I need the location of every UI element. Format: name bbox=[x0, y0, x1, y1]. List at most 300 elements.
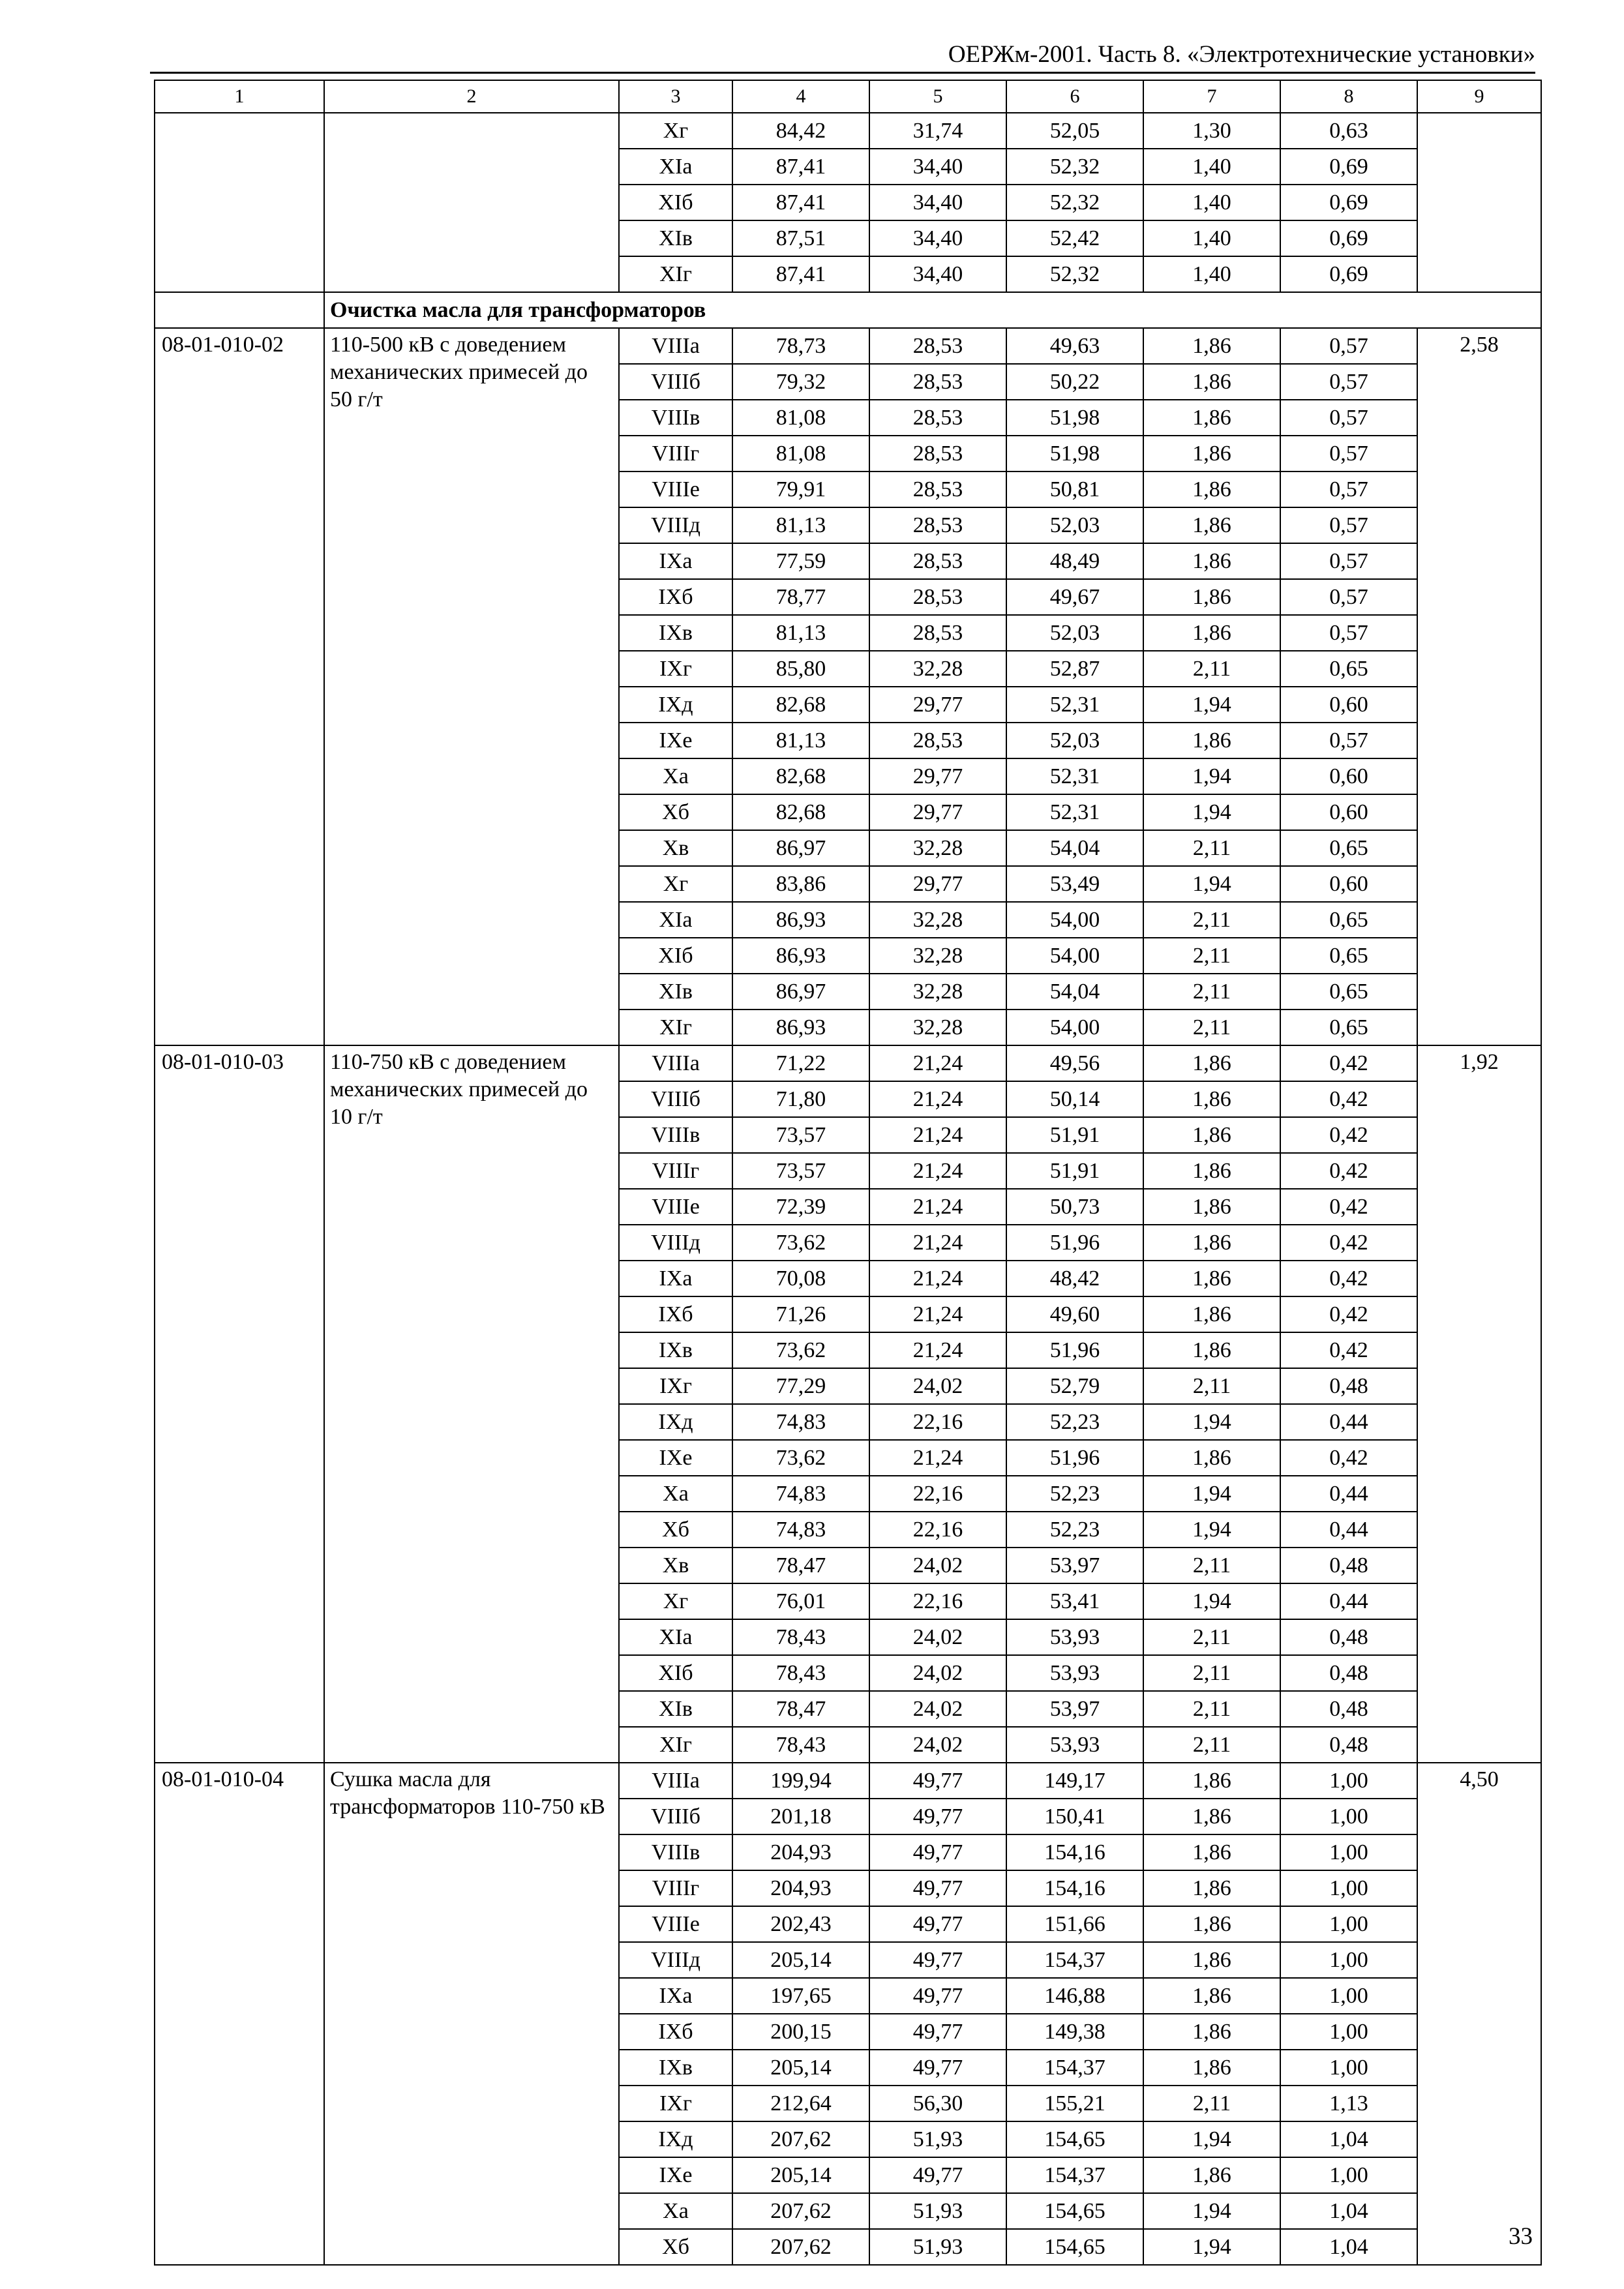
labor-cell: 1,86 bbox=[1143, 1906, 1280, 1942]
machines-cell: 149,17 bbox=[1006, 1763, 1143, 1799]
wages-cell: 24,02 bbox=[869, 1548, 1006, 1583]
class-cell: IXб bbox=[619, 2014, 732, 2050]
wages-cell: 28,53 bbox=[869, 543, 1006, 579]
machinist-labor-cell: 0,42 bbox=[1280, 1296, 1417, 1332]
wages-cell: 21,24 bbox=[869, 1153, 1006, 1189]
description-cell: 110-500 кВ с доведением механических примесей до 50 г/т bbox=[324, 328, 619, 1045]
class-cell: Xб bbox=[619, 794, 732, 830]
machinist-labor-cell: 0,60 bbox=[1280, 758, 1417, 794]
section-title: Очистка масла для трансформаторов bbox=[324, 292, 1541, 328]
class-cell: VIIIд bbox=[619, 1225, 732, 1261]
machinist-labor-cell: 0,65 bbox=[1280, 651, 1417, 687]
cost-total-cell: 83,86 bbox=[732, 866, 869, 902]
machinist-labor-cell: 1,04 bbox=[1280, 2121, 1417, 2157]
wages-cell: 49,77 bbox=[869, 2157, 1006, 2193]
wages-cell: 51,93 bbox=[869, 2229, 1006, 2265]
wages-cell: 21,24 bbox=[869, 1081, 1006, 1117]
cost-total-cell: 86,93 bbox=[732, 1010, 869, 1045]
class-cell: Xб bbox=[619, 2229, 732, 2265]
code-cell: 08-01-010-03 bbox=[155, 1045, 324, 1763]
class-cell: XIа bbox=[619, 902, 732, 938]
machinist-labor-cell: 0,48 bbox=[1280, 1655, 1417, 1691]
machinist-labor-cell: 0,69 bbox=[1280, 220, 1417, 256]
machinist-labor-cell: 0,63 bbox=[1280, 113, 1417, 149]
machinist-labor-cell: 0,65 bbox=[1280, 938, 1417, 974]
machines-cell: 154,37 bbox=[1006, 2157, 1143, 2193]
machinist-labor-cell: 0,42 bbox=[1280, 1045, 1417, 1081]
wages-cell: 28,53 bbox=[869, 723, 1006, 758]
cost-total-cell: 197,65 bbox=[732, 1978, 869, 2014]
class-cell: XIб bbox=[619, 185, 732, 220]
labor-cell: 1,86 bbox=[1143, 507, 1280, 543]
labor-cell: 2,11 bbox=[1143, 2086, 1280, 2121]
machinist-labor-cell: 0,42 bbox=[1280, 1189, 1417, 1225]
class-cell: XIа bbox=[619, 149, 732, 185]
wages-cell: 21,24 bbox=[869, 1225, 1006, 1261]
labor-cell: 1,86 bbox=[1143, 1870, 1280, 1906]
wages-cell: 22,16 bbox=[869, 1476, 1006, 1512]
machines-cell: 48,49 bbox=[1006, 543, 1143, 579]
machinist-labor-cell: 0,65 bbox=[1280, 1010, 1417, 1045]
machines-cell: 51,98 bbox=[1006, 436, 1143, 471]
wages-cell: 34,40 bbox=[869, 256, 1006, 292]
wages-cell: 21,24 bbox=[869, 1332, 1006, 1368]
class-cell: XIв bbox=[619, 220, 732, 256]
machinist-labor-cell: 1,00 bbox=[1280, 1834, 1417, 1870]
class-cell: VIIIе bbox=[619, 471, 732, 507]
cost-total-cell: 78,47 bbox=[732, 1691, 869, 1727]
labor-cell: 1,86 bbox=[1143, 471, 1280, 507]
machinist-labor-cell: 0,48 bbox=[1280, 1691, 1417, 1727]
cost-total-cell: 73,62 bbox=[732, 1225, 869, 1261]
class-cell: VIIIг bbox=[619, 1153, 732, 1189]
wages-cell: 22,16 bbox=[869, 1583, 1006, 1619]
class-cell: VIIIа bbox=[619, 1763, 732, 1799]
page-header bbox=[150, 38, 1535, 74]
class-cell: VIIIд bbox=[619, 1942, 732, 1978]
class-cell: IXб bbox=[619, 1296, 732, 1332]
labor-cell: 1,94 bbox=[1143, 1476, 1280, 1512]
class-cell: Xа bbox=[619, 1476, 732, 1512]
wages-cell: 32,28 bbox=[869, 902, 1006, 938]
description-cell bbox=[324, 113, 619, 292]
machinist-labor-cell: 0,57 bbox=[1280, 723, 1417, 758]
machinist-labor-cell: 1,00 bbox=[1280, 1942, 1417, 1978]
machinist-labor-cell: 0,57 bbox=[1280, 507, 1417, 543]
wages-cell: 32,28 bbox=[869, 938, 1006, 974]
machines-cell: 52,32 bbox=[1006, 185, 1143, 220]
machinist-labor-cell: 0,57 bbox=[1280, 543, 1417, 579]
machinist-labor-cell: 0,57 bbox=[1280, 364, 1417, 400]
column-number: 9 bbox=[1417, 80, 1541, 113]
wages-cell: 29,77 bbox=[869, 687, 1006, 723]
machinist-labor-cell: 0,65 bbox=[1280, 974, 1417, 1010]
cost-total-cell: 207,62 bbox=[732, 2193, 869, 2229]
class-cell: IXг bbox=[619, 2086, 732, 2121]
labor-cell: 2,11 bbox=[1143, 974, 1280, 1010]
machinist-labor-cell: 1,04 bbox=[1280, 2229, 1417, 2265]
machines-cell: 50,81 bbox=[1006, 471, 1143, 507]
machinist-labor-cell: 1,00 bbox=[1280, 2157, 1417, 2193]
machines-cell: 53,97 bbox=[1006, 1548, 1143, 1583]
wages-cell: 24,02 bbox=[869, 1655, 1006, 1691]
machines-cell: 50,73 bbox=[1006, 1189, 1143, 1225]
class-cell: IXв bbox=[619, 615, 732, 651]
machines-cell: 52,31 bbox=[1006, 758, 1143, 794]
wages-cell: 29,77 bbox=[869, 794, 1006, 830]
cost-total-cell: 199,94 bbox=[732, 1763, 869, 1799]
labor-cell: 1,86 bbox=[1143, 1978, 1280, 2014]
class-cell: XIг bbox=[619, 256, 732, 292]
table-body bbox=[155, 80, 1541, 2265]
section-row bbox=[155, 292, 1541, 328]
wages-cell: 49,77 bbox=[869, 1870, 1006, 1906]
cost-total-cell: 77,59 bbox=[732, 543, 869, 579]
wages-cell: 21,24 bbox=[869, 1045, 1006, 1081]
class-cell: IXд bbox=[619, 687, 732, 723]
cost-total-cell: 74,83 bbox=[732, 1512, 869, 1548]
wages-cell: 49,77 bbox=[869, 1942, 1006, 1978]
cost-total-cell: 72,39 bbox=[732, 1189, 869, 1225]
cost-total-cell: 73,62 bbox=[732, 1440, 869, 1476]
machinist-labor-cell: 0,57 bbox=[1280, 400, 1417, 436]
cost-total-cell: 78,73 bbox=[732, 328, 869, 364]
machines-cell: 154,65 bbox=[1006, 2229, 1143, 2265]
class-cell: Xа bbox=[619, 758, 732, 794]
wages-cell: 49,77 bbox=[869, 1799, 1006, 1834]
machinist-labor-cell: 1,00 bbox=[1280, 1978, 1417, 2014]
labor-cell: 1,86 bbox=[1143, 615, 1280, 651]
wages-cell: 28,53 bbox=[869, 436, 1006, 471]
cost-total-cell: 81,13 bbox=[732, 615, 869, 651]
machinist-labor-cell: 1,00 bbox=[1280, 2050, 1417, 2086]
machines-cell: 53,49 bbox=[1006, 866, 1143, 902]
machines-cell: 54,00 bbox=[1006, 1010, 1143, 1045]
cost-total-cell: 207,62 bbox=[732, 2229, 869, 2265]
machines-cell: 53,93 bbox=[1006, 1619, 1143, 1655]
machinist-labor-cell: 0,48 bbox=[1280, 1368, 1417, 1404]
labor-cell: 1,86 bbox=[1143, 1834, 1280, 1870]
column-number: 7 bbox=[1143, 80, 1280, 113]
machinist-labor-cell: 0,48 bbox=[1280, 1619, 1417, 1655]
labor-cell: 1,94 bbox=[1143, 2193, 1280, 2229]
machinist-labor-cell: 1,00 bbox=[1280, 1906, 1417, 1942]
cost-total-cell: 82,68 bbox=[732, 687, 869, 723]
wages-cell: 28,53 bbox=[869, 507, 1006, 543]
machines-cell: 52,05 bbox=[1006, 113, 1143, 149]
cost-total-cell: 74,83 bbox=[732, 1476, 869, 1512]
machinist-labor-cell: 0,44 bbox=[1280, 1404, 1417, 1440]
labor-cell: 1,40 bbox=[1143, 220, 1280, 256]
cost-total-cell: 77,29 bbox=[732, 1368, 869, 1404]
labor-cell: 1,40 bbox=[1143, 256, 1280, 292]
class-cell: VIIIб bbox=[619, 1081, 732, 1117]
cost-total-cell: 202,43 bbox=[732, 1906, 869, 1942]
column-number-row bbox=[155, 80, 1541, 113]
cost-total-cell: 70,08 bbox=[732, 1261, 869, 1296]
coefficient-cell: 1,92 bbox=[1417, 1045, 1541, 1763]
labor-cell: 1,86 bbox=[1143, 1799, 1280, 1834]
labor-cell: 1,86 bbox=[1143, 1332, 1280, 1368]
labor-cell: 1,86 bbox=[1143, 1153, 1280, 1189]
cost-total-cell: 205,14 bbox=[732, 2050, 869, 2086]
labor-cell: 1,86 bbox=[1143, 1189, 1280, 1225]
wages-cell: 34,40 bbox=[869, 220, 1006, 256]
machines-cell: 53,93 bbox=[1006, 1655, 1143, 1691]
machines-cell: 52,23 bbox=[1006, 1404, 1143, 1440]
labor-cell: 1,86 bbox=[1143, 2014, 1280, 2050]
cost-total-cell: 86,93 bbox=[732, 938, 869, 974]
wages-cell: 49,77 bbox=[869, 2050, 1006, 2086]
machines-cell: 150,41 bbox=[1006, 1799, 1143, 1834]
machines-cell: 50,22 bbox=[1006, 364, 1143, 400]
class-cell: XIа bbox=[619, 1619, 732, 1655]
machinist-labor-cell: 0,48 bbox=[1280, 1548, 1417, 1583]
wages-cell: 29,77 bbox=[869, 758, 1006, 794]
code-cell: 08-01-010-02 bbox=[155, 328, 324, 1045]
class-cell: IXб bbox=[619, 579, 732, 615]
machinist-labor-cell: 0,42 bbox=[1280, 1440, 1417, 1476]
cost-total-cell: 87,51 bbox=[732, 220, 869, 256]
class-cell: VIIIв bbox=[619, 1117, 732, 1153]
machinist-labor-cell: 0,60 bbox=[1280, 687, 1417, 723]
labor-cell: 1,86 bbox=[1143, 1117, 1280, 1153]
cost-total-cell: 212,64 bbox=[732, 2086, 869, 2121]
wages-cell: 56,30 bbox=[869, 2086, 1006, 2121]
machinist-labor-cell: 0,42 bbox=[1280, 1081, 1417, 1117]
wages-cell: 51,93 bbox=[869, 2193, 1006, 2229]
machinist-labor-cell: 1,00 bbox=[1280, 1870, 1417, 1906]
cost-total-cell: 86,93 bbox=[732, 902, 869, 938]
labor-cell: 1,86 bbox=[1143, 436, 1280, 471]
wages-cell: 49,77 bbox=[869, 1834, 1006, 1870]
machinist-labor-cell: 0,57 bbox=[1280, 471, 1417, 507]
code-cell: 08-01-010-04 bbox=[155, 1763, 324, 2265]
column-number: 4 bbox=[732, 80, 869, 113]
wages-cell: 49,77 bbox=[869, 1763, 1006, 1799]
class-cell: XIб bbox=[619, 1655, 732, 1691]
coefficient-cell: 4,50 bbox=[1417, 1763, 1541, 2265]
machinist-labor-cell: 0,69 bbox=[1280, 149, 1417, 185]
section-empty-cell bbox=[155, 292, 324, 328]
machinist-labor-cell: 1,13 bbox=[1280, 2086, 1417, 2121]
labor-cell: 1,94 bbox=[1143, 1512, 1280, 1548]
wages-cell: 21,24 bbox=[869, 1296, 1006, 1332]
labor-cell: 1,86 bbox=[1143, 364, 1280, 400]
machinist-labor-cell: 0,60 bbox=[1280, 794, 1417, 830]
wages-cell: 32,28 bbox=[869, 830, 1006, 866]
wages-cell: 21,24 bbox=[869, 1117, 1006, 1153]
labor-cell: 1,94 bbox=[1143, 687, 1280, 723]
class-cell: Xб bbox=[619, 1512, 732, 1548]
cost-total-cell: 78,43 bbox=[732, 1619, 869, 1655]
class-cell: Xа bbox=[619, 2193, 732, 2229]
wages-cell: 28,53 bbox=[869, 364, 1006, 400]
labor-cell: 2,11 bbox=[1143, 1727, 1280, 1763]
cost-total-cell: 87,41 bbox=[732, 256, 869, 292]
cost-total-cell: 81,08 bbox=[732, 400, 869, 436]
wages-cell: 21,24 bbox=[869, 1189, 1006, 1225]
cost-total-cell: 85,80 bbox=[732, 651, 869, 687]
description-cell: 110-750 кВ с доведением механических примесей до 10 г/т bbox=[324, 1045, 619, 1763]
class-cell: Xг bbox=[619, 1583, 732, 1619]
labor-cell: 1,86 bbox=[1143, 543, 1280, 579]
class-cell: Xв bbox=[619, 830, 732, 866]
class-cell: IXв bbox=[619, 1332, 732, 1368]
labor-cell: 1,86 bbox=[1143, 1440, 1280, 1476]
class-cell: IXа bbox=[619, 543, 732, 579]
cost-total-cell: 71,80 bbox=[732, 1081, 869, 1117]
machinist-labor-cell: 0,65 bbox=[1280, 902, 1417, 938]
code-cell bbox=[155, 113, 324, 292]
labor-cell: 1,86 bbox=[1143, 400, 1280, 436]
wages-cell: 34,40 bbox=[869, 149, 1006, 185]
machinist-labor-cell: 0,42 bbox=[1280, 1225, 1417, 1261]
machines-cell: 154,37 bbox=[1006, 2050, 1143, 2086]
wages-cell: 21,24 bbox=[869, 1440, 1006, 1476]
machines-cell: 49,56 bbox=[1006, 1045, 1143, 1081]
wages-cell: 28,53 bbox=[869, 579, 1006, 615]
wages-cell: 28,53 bbox=[869, 400, 1006, 436]
class-cell: VIIIе bbox=[619, 1189, 732, 1225]
labor-cell: 1,86 bbox=[1143, 1763, 1280, 1799]
machinist-labor-cell: 0,42 bbox=[1280, 1332, 1417, 1368]
class-cell: VIIIг bbox=[619, 1870, 732, 1906]
labor-cell: 1,86 bbox=[1143, 1225, 1280, 1261]
machinist-labor-cell: 1,00 bbox=[1280, 1799, 1417, 1834]
machines-cell: 54,00 bbox=[1006, 938, 1143, 974]
labor-cell: 1,94 bbox=[1143, 794, 1280, 830]
labor-cell: 2,11 bbox=[1143, 1691, 1280, 1727]
page-number: 33 bbox=[1509, 2223, 1533, 2250]
class-cell: VIIIг bbox=[619, 436, 732, 471]
cost-total-cell: 87,41 bbox=[732, 149, 869, 185]
machinist-labor-cell: 0,65 bbox=[1280, 830, 1417, 866]
machines-cell: 53,97 bbox=[1006, 1691, 1143, 1727]
cost-total-cell: 200,15 bbox=[732, 2014, 869, 2050]
wages-cell: 29,77 bbox=[869, 866, 1006, 902]
machinist-labor-cell: 0,57 bbox=[1280, 615, 1417, 651]
machines-cell: 52,42 bbox=[1006, 220, 1143, 256]
coefficient-cell bbox=[1417, 113, 1541, 292]
cost-total-cell: 207,62 bbox=[732, 2121, 869, 2157]
wages-cell: 31,74 bbox=[869, 113, 1006, 149]
column-number: 8 bbox=[1280, 80, 1417, 113]
cost-total-cell: 201,18 bbox=[732, 1799, 869, 1834]
labor-cell: 1,94 bbox=[1143, 1404, 1280, 1440]
cost-total-cell: 82,68 bbox=[732, 794, 869, 830]
wages-cell: 32,28 bbox=[869, 974, 1006, 1010]
machines-cell: 50,14 bbox=[1006, 1081, 1143, 1117]
machinist-labor-cell: 0,69 bbox=[1280, 185, 1417, 220]
labor-cell: 1,40 bbox=[1143, 149, 1280, 185]
class-cell: VIIIб bbox=[619, 1799, 732, 1834]
cost-total-cell: 79,32 bbox=[732, 364, 869, 400]
machines-cell: 52,03 bbox=[1006, 723, 1143, 758]
class-cell: XIб bbox=[619, 938, 732, 974]
cost-total-cell: 71,22 bbox=[732, 1045, 869, 1081]
wages-cell: 49,77 bbox=[869, 1906, 1006, 1942]
class-cell: XIг bbox=[619, 1010, 732, 1045]
machinist-labor-cell: 0,60 bbox=[1280, 866, 1417, 902]
machines-cell: 53,93 bbox=[1006, 1727, 1143, 1763]
machines-cell: 154,65 bbox=[1006, 2193, 1143, 2229]
cost-total-cell: 87,41 bbox=[732, 185, 869, 220]
machines-cell: 49,67 bbox=[1006, 579, 1143, 615]
description-cell: Сушка масла для трансформаторов 110-750 кВ bbox=[324, 1763, 619, 2265]
wages-cell: 22,16 bbox=[869, 1512, 1006, 1548]
machines-cell: 54,04 bbox=[1006, 974, 1143, 1010]
machinist-labor-cell: 0,57 bbox=[1280, 436, 1417, 471]
wages-cell: 21,24 bbox=[869, 1261, 1006, 1296]
cost-total-cell: 73,62 bbox=[732, 1332, 869, 1368]
wages-cell: 28,53 bbox=[869, 615, 1006, 651]
wages-cell: 24,02 bbox=[869, 1619, 1006, 1655]
table-row bbox=[155, 113, 1541, 149]
wages-cell: 22,16 bbox=[869, 1404, 1006, 1440]
class-cell: IXе bbox=[619, 723, 732, 758]
cost-total-cell: 76,01 bbox=[732, 1583, 869, 1619]
machines-cell: 52,79 bbox=[1006, 1368, 1143, 1404]
machines-cell: 49,63 bbox=[1006, 328, 1143, 364]
cost-total-cell: 81,08 bbox=[732, 436, 869, 471]
cost-total-cell: 86,97 bbox=[732, 830, 869, 866]
cost-total-cell: 73,57 bbox=[732, 1153, 869, 1189]
cost-total-cell: 78,47 bbox=[732, 1548, 869, 1583]
machines-cell: 154,65 bbox=[1006, 2121, 1143, 2157]
labor-cell: 1,86 bbox=[1143, 1081, 1280, 1117]
coefficient-cell: 2,58 bbox=[1417, 328, 1541, 1045]
class-cell: VIIIа bbox=[619, 328, 732, 364]
machines-cell: 52,03 bbox=[1006, 507, 1143, 543]
cost-total-cell: 78,43 bbox=[732, 1727, 869, 1763]
machinist-labor-cell: 1,00 bbox=[1280, 1763, 1417, 1799]
machines-cell: 52,32 bbox=[1006, 256, 1143, 292]
machinist-labor-cell: 0,42 bbox=[1280, 1153, 1417, 1189]
labor-cell: 1,94 bbox=[1143, 866, 1280, 902]
labor-cell: 1,86 bbox=[1143, 2050, 1280, 2086]
machines-cell: 52,31 bbox=[1006, 794, 1143, 830]
table-row bbox=[155, 1763, 1541, 1799]
wages-cell: 34,40 bbox=[869, 185, 1006, 220]
class-cell: Xг bbox=[619, 866, 732, 902]
wages-cell: 24,02 bbox=[869, 1368, 1006, 1404]
machines-cell: 52,31 bbox=[1006, 687, 1143, 723]
class-cell: XIг bbox=[619, 1727, 732, 1763]
labor-cell: 1,86 bbox=[1143, 1045, 1280, 1081]
machines-cell: 53,41 bbox=[1006, 1583, 1143, 1619]
class-cell: VIIIа bbox=[619, 1045, 732, 1081]
column-number: 2 bbox=[324, 80, 619, 113]
cost-total-cell: 71,26 bbox=[732, 1296, 869, 1332]
cost-total-cell: 81,13 bbox=[732, 507, 869, 543]
machines-cell: 51,96 bbox=[1006, 1225, 1143, 1261]
machines-cell: 52,23 bbox=[1006, 1476, 1143, 1512]
labor-cell: 1,94 bbox=[1143, 2229, 1280, 2265]
table-row bbox=[155, 1045, 1541, 1081]
machinist-labor-cell: 0,48 bbox=[1280, 1727, 1417, 1763]
machines-cell: 149,38 bbox=[1006, 2014, 1143, 2050]
machines-cell: 51,98 bbox=[1006, 400, 1143, 436]
machinist-labor-cell: 1,00 bbox=[1280, 2014, 1417, 2050]
labor-cell: 2,11 bbox=[1143, 1548, 1280, 1583]
cost-total-cell: 204,93 bbox=[732, 1834, 869, 1870]
machinist-labor-cell: 0,44 bbox=[1280, 1476, 1417, 1512]
machinist-labor-cell: 1,04 bbox=[1280, 2193, 1417, 2229]
labor-cell: 1,86 bbox=[1143, 1261, 1280, 1296]
machines-cell: 49,60 bbox=[1006, 1296, 1143, 1332]
cost-total-cell: 82,68 bbox=[732, 758, 869, 794]
